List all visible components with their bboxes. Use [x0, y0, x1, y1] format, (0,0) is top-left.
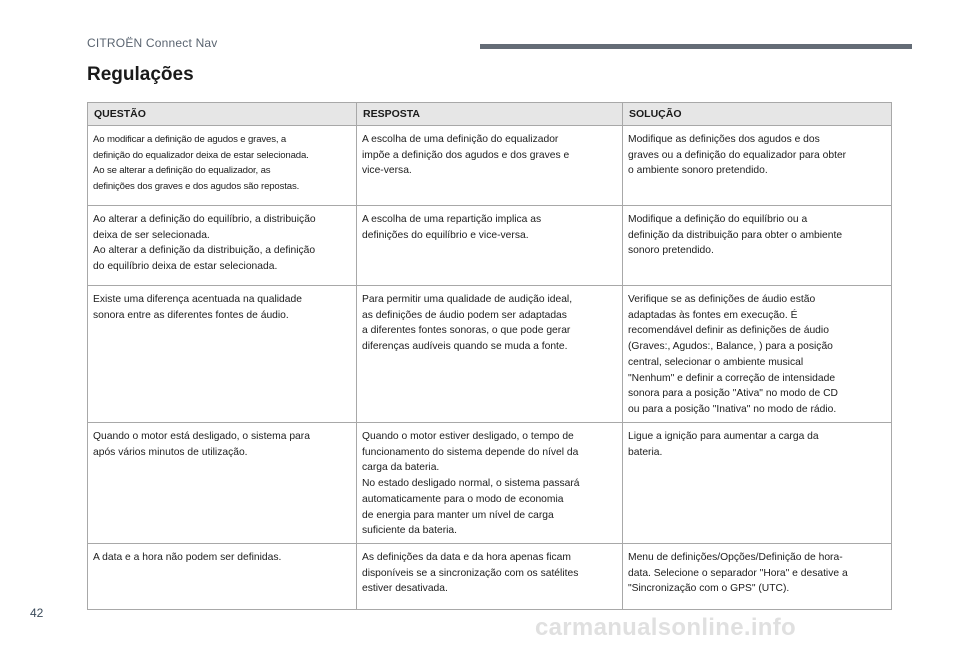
watermark: carmanualsonline.info: [535, 614, 797, 641]
solution-cell: Ligue a ignição para aumentar a carga da bateria.: [623, 423, 892, 544]
question-cell: Quando o motor está desligado, o sistema para após vários minutos de utilização.: [88, 423, 357, 544]
answer-cell: As definições da data e da hora apenas ficam disponíveis se a sincronização com os satélites estiver desativada.: [357, 543, 623, 609]
table-header-row: [88, 103, 892, 126]
column-header-answer: RESPOSTA: [357, 103, 623, 126]
question-cell: Existe uma diferença acentuada na qualidade sonora entre as diferentes fontes de áudio.: [88, 286, 357, 423]
column-header-solution: SOLUÇÃO: [623, 103, 892, 126]
column-header-question: QUESTÃO: [88, 103, 357, 126]
solution-cell: Modifique a definição do equilíbrio ou a definição da distribuição para obter o ambiente sonoro pretendido.: [623, 206, 892, 286]
table-row: [88, 423, 892, 544]
solution-cell: Menu de definições/Opções/Definição de hora- data. Selecione o separador "Hora" e desative a "Sincronização com o GPS" (UTC).: [623, 543, 892, 609]
answer-cell: A escolha de uma repartição implica as definições do equilíbrio e vice-versa.: [357, 206, 623, 286]
faq-table: [87, 102, 892, 610]
question-cell: A data e a hora não podem ser definidas.: [88, 543, 357, 609]
question-cell: Ao alterar a definição do equilíbrio, a distribuição deixa de ser selecionada. Ao alterar a definição da distribuição, a definição do equilíbrio deixa de estar selecionada.: [88, 206, 357, 286]
table-row: [88, 206, 892, 286]
answer-cell: Quando o motor estiver desligado, o tempo de funcionamento do sistema depende do nível da carga da bateria. No estado desligado normal, o sistema passará automaticamente para o modo de economia de energia para manter um nível de carga suficiente da bateria.: [357, 423, 623, 544]
solution-cell: Verifique se as definições de áudio estão adaptadas às fontes em execução. É recomendável definir as definições de áudio (Graves:, Agudos:, Balance, ) para a posição central, selecionar o ambiente musical "Nenhum" e definir a correção de intensidade sonora para a posição "Ativa" no modo de CD ou para a posição "Inativa" no modo de rádio.: [623, 286, 892, 423]
table-row: [88, 126, 892, 206]
question-cell: Ao modificar a definição de agudos e graves, a definição do equalizador deixa de estar selecionada. Ao se alterar a definição do equalizador, as definições dos graves e dos agudos são repostas.: [88, 126, 357, 206]
answer-cell: Para permitir uma qualidade de audição ideal, as definições de áudio podem ser adaptadas a diferentes fontes sonoras, o que pode gerar diferenças audíveis quando se muda a fonte.: [357, 286, 623, 423]
page-number: 42: [30, 606, 44, 620]
page-title: Regulações: [87, 64, 194, 85]
table-row: [88, 286, 892, 423]
header-bar: [480, 44, 912, 49]
answer-cell: A escolha de uma definição do equalizador impõe a definição dos agudos e dos graves e vice-versa.: [357, 126, 623, 206]
solution-cell: Modifique as definições dos agudos e dos graves ou a definição do equalizador para obter o ambiente sonoro pretendido.: [623, 126, 892, 206]
table-row: [88, 543, 892, 609]
header-brand: CITROËN Connect Nav: [87, 36, 218, 50]
